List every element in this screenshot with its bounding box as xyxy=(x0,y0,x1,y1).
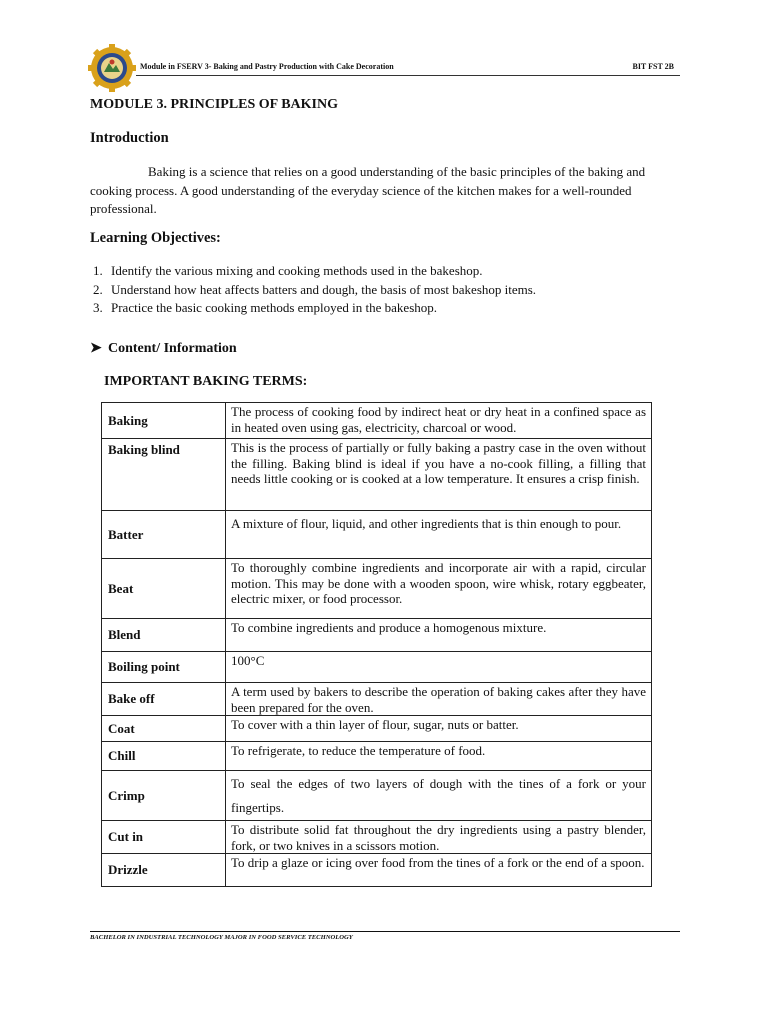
table-row xyxy=(102,439,652,511)
term-cell: Cut in xyxy=(102,821,226,854)
definition-cell xyxy=(226,511,652,559)
definition-cell: To cover with a thin layer of flour, sugar, nuts or batter. xyxy=(226,716,652,742)
definition-text: To seal the edges of two layers of dough with the tines of a fork or your fingertips. xyxy=(231,776,646,815)
module-title: MODULE 3. PRINCIPLES OF BAKING xyxy=(90,97,339,112)
table-row xyxy=(102,854,652,887)
term-cell: Chill xyxy=(102,742,226,771)
footer-divider xyxy=(90,931,680,932)
table-row xyxy=(102,742,652,771)
table-row xyxy=(102,619,652,652)
term-cell: Coat xyxy=(102,716,226,742)
table-row xyxy=(102,559,652,619)
module-header-title: Module in FSERV 3- Baking and Pastry Production with Cake Decoration xyxy=(140,62,394,71)
term-cell: Boiling point xyxy=(102,652,226,683)
table-row xyxy=(102,771,652,821)
header-divider xyxy=(136,75,680,76)
baking-terms-heading: IMPORTANT BAKING TERMS: xyxy=(104,374,308,389)
introduction-heading: Introduction xyxy=(90,130,169,146)
objective-text: Identify the various mixing and cooking methods used in the bakeshop. xyxy=(111,263,483,278)
definition-cell: To distribute solid fat throughout the dry ingredients using a pastry blender, fork, or two knives in a scissors motion. xyxy=(226,821,652,854)
objective-text: Practice the basic cooking methods employed in the bakeshop. xyxy=(111,300,437,315)
objective-text: Understand how heat affects batters and dough, the basis of most bakeshop items. xyxy=(111,281,537,297)
learning-objectives-heading: Learning Objectives: xyxy=(90,230,221,246)
term-cell: Batter xyxy=(102,511,226,559)
content-information-heading xyxy=(90,340,237,357)
table-row xyxy=(102,652,652,683)
definition-cell: The process of cooking food by indirect heat or dry heat in a confined space as in heated oven using gas, electricity, charcoal or wood. xyxy=(226,403,652,439)
objective-item xyxy=(90,281,670,300)
term-cell: Drizzle xyxy=(102,854,226,887)
term-cell: Crimp xyxy=(102,771,226,821)
term-cell: Baking xyxy=(102,403,226,439)
term-cell: Baking blind xyxy=(102,439,226,511)
table-row xyxy=(102,716,652,742)
definition-cell: 100°C xyxy=(226,652,652,683)
baking-terms-table xyxy=(101,402,652,887)
objective-number: 3. xyxy=(93,300,103,315)
learning-objectives-list xyxy=(90,262,670,318)
definition-cell: To drip a glaze or icing over food from the tines of a fork or the end of a spoon. xyxy=(226,854,652,887)
table-row xyxy=(102,403,652,439)
term-cell: Beat xyxy=(102,559,226,619)
introduction-paragraph: Baking is a science that relies on a good understanding of the basic principles of the baking and cooking process. A good understanding of the everyday science of the kitchen makes for a well-rounded professional. xyxy=(90,164,646,216)
definition-cell xyxy=(226,771,652,821)
term-cell: Blend xyxy=(102,619,226,652)
table-row xyxy=(102,821,652,854)
content-information-label: Content/ Information xyxy=(108,341,237,356)
table-row xyxy=(102,511,652,559)
definition-cell: This is the process of partially or fully baking a pastry case in the oven without the filling. Baking blind is ideal if you have a no-cook filling, a filling that needs little cooking or is cooked at a low temperature. It ensures a crisp finish. xyxy=(226,439,652,511)
objective-number: 1. xyxy=(93,263,103,278)
definition-cell: A term used by bakers to describe the operation of baking cakes after they have been prepared for the oven. xyxy=(226,683,652,716)
definition-cell: To thoroughly combine ingredients and incorporate air with a rapid, circular motion. This may be done with a wooden spoon, wire whisk, rotary eggbeater, electric mixer, or food processor. xyxy=(226,559,652,619)
page-footer: BACHELOR IN INDUSTRIAL TECHNOLOGY MAJOR IN FOOD SERVICE TECHNOLOGY xyxy=(90,934,353,941)
objective-item xyxy=(90,299,670,318)
page-header xyxy=(88,44,680,76)
objective-number: 2. xyxy=(93,281,103,297)
table-row xyxy=(102,683,652,716)
definition-cell: To combine ingredients and produce a homogenous mixture. xyxy=(226,619,652,652)
definition-cell: To refrigerate, to reduce the temperature of food. xyxy=(226,742,652,771)
definition-text: A mixture of flour, liquid, and other ingredients that is thin enough to pour. xyxy=(231,516,622,531)
university-logo-icon xyxy=(88,44,136,92)
course-code: BIT FST 2B xyxy=(632,62,674,71)
objective-item xyxy=(90,262,670,281)
term-cell: Bake off xyxy=(102,683,226,716)
arrowhead-bullet-icon: ➤ xyxy=(90,341,102,356)
